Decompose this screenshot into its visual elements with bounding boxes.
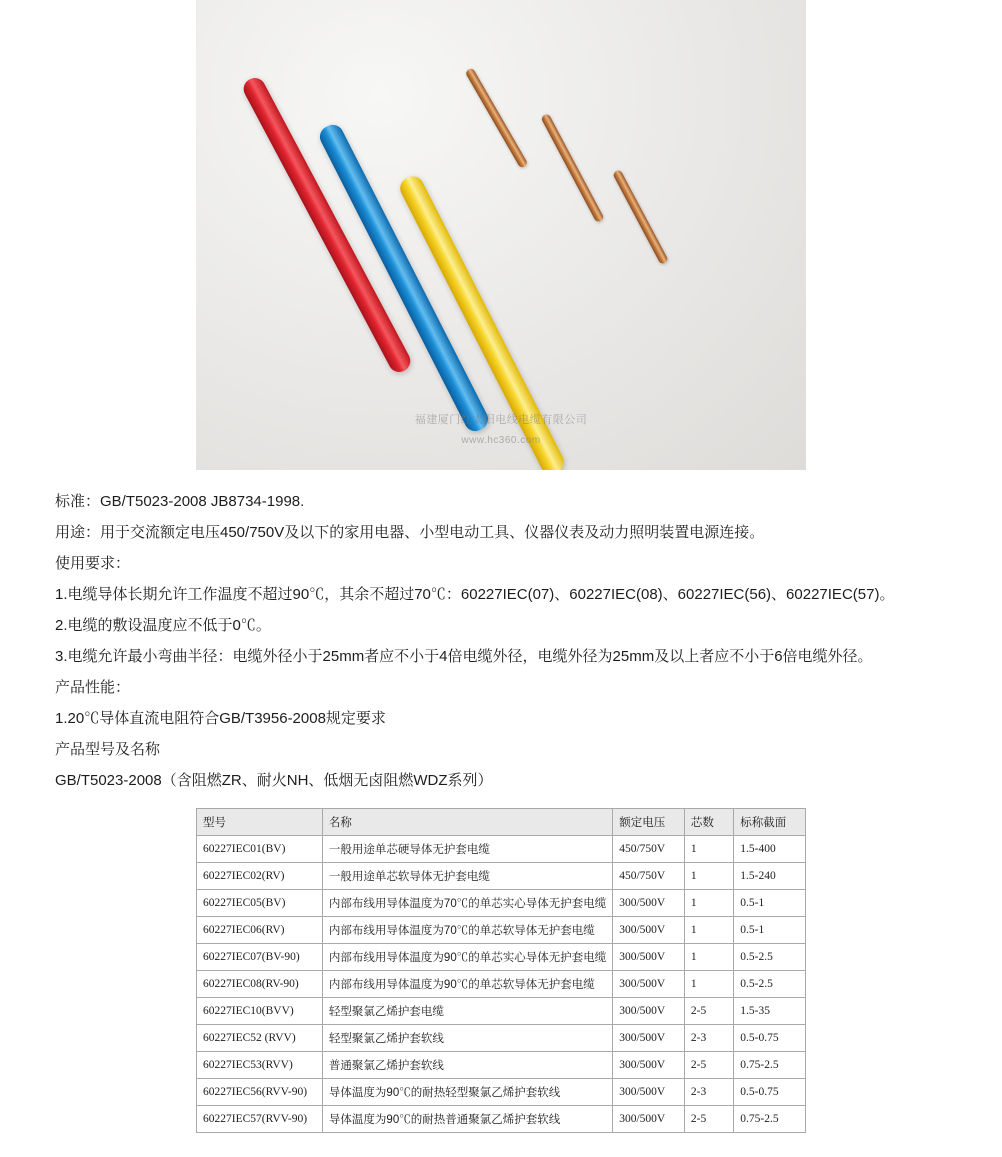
cell-section: 0.75-2.5 [734,1106,806,1133]
cell-voltage: 300/500V [613,917,685,944]
table-row [197,836,806,863]
product-photo-container [196,0,806,470]
cell-model: 60227IEC52 (RVV) [197,1025,323,1052]
model-subtitle: GB/T5023-2008（含阻燃ZR、耐火NH、低烟无卤阻燃WDZ系列） [55,772,493,789]
spec-table [196,808,806,1133]
cell-model: 60227IEC56(RVV-90) [197,1079,323,1106]
cell-voltage: 450/750V [613,836,685,863]
cell-cores: 2-3 [684,1025,733,1052]
spec-table-body [197,836,806,1133]
photo-watermark [196,410,806,450]
header-model: 型号 [197,809,323,836]
header-cores: 芯数 [684,809,733,836]
model-title: 产品型号及名称 [55,741,161,758]
cell-model: 60227IEC01(BV) [197,836,323,863]
cell-voltage: 300/500V [613,1052,685,1079]
table-row [197,863,806,890]
table-row [197,917,806,944]
cell-model: 60227IEC06(RV) [197,917,323,944]
requirements-title: 使用要求： [55,555,131,572]
cell-section: 1.5-400 [734,836,806,863]
cell-section: 0.5-0.75 [734,1079,806,1106]
header-name: 名称 [322,809,612,836]
table-row [197,998,806,1025]
cell-name: 内部布线用导体温度为70℃的单芯软导体无护套电缆 [322,917,612,944]
cell-cores: 1 [684,944,733,971]
header-section: 标称截面 [734,809,806,836]
cell-cores: 2-5 [684,1052,733,1079]
cell-name: 内部布线用导体温度为70℃的单芯实心导体无护套电缆 [322,890,612,917]
cell-section: 0.5-2.5 [734,971,806,998]
cell-section: 0.5-1 [734,890,806,917]
requirement-2: 2.电缆的敷设温度应不低于0℃。 [55,617,271,634]
requirement-1: 1.电缆导体长期允许工作温度不超过90℃，其余不超过70℃：60227IEC(07)、60227IEC(08)、60227IEC(56)、60227IEC(57)。 [55,586,895,603]
table-header-row [197,809,806,836]
watermark-site: www.hc360.com [461,435,541,446]
cell-model: 60227IEC02(RV) [197,863,323,890]
cell-voltage: 300/500V [613,1106,685,1133]
cell-model: 60227IEC05(BV) [197,890,323,917]
cell-section: 0.5-1 [734,917,806,944]
watermark-company: 福建厦门红太阳电线电缆有限公司 [414,414,588,427]
cell-section: 0.5-0.75 [734,1025,806,1052]
performance-1: 1.20℃导体直流电阻符合GB/T3956-2008规定要求 [55,710,386,727]
cell-model: 60227IEC57(RVV-90) [197,1106,323,1133]
cell-voltage: 300/500V [613,998,685,1025]
cell-voltage: 300/500V [613,890,685,917]
product-description [0,470,1002,796]
cell-cores: 1 [684,890,733,917]
table-row [197,971,806,998]
photo-background [196,0,806,470]
cell-model: 60227IEC07(BV-90) [197,944,323,971]
cell-name: 普通聚氯乙烯护套软线 [322,1052,612,1079]
cell-cores: 1 [684,917,733,944]
cell-name: 一般用途单芯硬导体无护套电缆 [322,836,612,863]
cell-model: 60227IEC08(RV-90) [197,971,323,998]
cell-voltage: 300/500V [613,1025,685,1052]
cell-name: 导体温度为90℃的耐热普通聚氯乙烯护套软线 [322,1106,612,1133]
cell-section: 1.5-35 [734,998,806,1025]
cell-voltage: 300/500V [613,971,685,998]
product-photo [196,0,806,470]
table-row [197,890,806,917]
table-row [197,1025,806,1052]
table-row [197,944,806,971]
cell-cores: 2-5 [684,998,733,1025]
spec-table-head [197,809,806,836]
cell-cores: 2-5 [684,1106,733,1133]
cell-model: 60227IEC10(BVV) [197,998,323,1025]
cell-section: 0.75-2.5 [734,1052,806,1079]
cell-cores: 2-3 [684,1079,733,1106]
usage-line: 用途：用于交流额定电压450/750V及以下的家用电器、小型电动工具、仪器仪表及动力照明装置电源连接。 [55,524,765,541]
cell-cores: 1 [684,836,733,863]
cell-name: 轻型聚氯乙烯护套软线 [322,1025,612,1052]
cell-name: 内部布线用导体温度为90℃的单芯软导体无护套电缆 [322,971,612,998]
cell-section: 0.5-2.5 [734,944,806,971]
cell-voltage: 450/750V [613,863,685,890]
cell-model: 60227IEC53(RVV) [197,1052,323,1079]
cell-section: 1.5-240 [734,863,806,890]
cell-name: 内部布线用导体温度为90℃的单芯实心导体无护套电缆 [322,944,612,971]
performance-title: 产品性能： [55,679,131,696]
cell-name: 一般用途单芯软导体无护套电缆 [322,863,612,890]
cell-voltage: 300/500V [613,1079,685,1106]
standard-line: 标准：GB/T5023-2008 JB8734-1998. [55,493,305,510]
table-row [197,1079,806,1106]
spec-table-container [0,808,1002,1157]
requirement-3: 3.电缆允许最小弯曲半径：电缆外径小于25mm者应不小于4倍电缆外径，电缆外径为25mm及以上者应不小于6倍电缆外径。 [55,648,873,665]
cell-name: 轻型聚氯乙烯护套电缆 [322,998,612,1025]
cell-name: 导体温度为90℃的耐热轻型聚氯乙烯护套软线 [322,1079,612,1106]
cell-cores: 1 [684,971,733,998]
table-row [197,1052,806,1079]
cell-cores: 1 [684,863,733,890]
header-voltage: 额定电压 [613,809,685,836]
table-row [197,1106,806,1133]
cell-voltage: 300/500V [613,944,685,971]
